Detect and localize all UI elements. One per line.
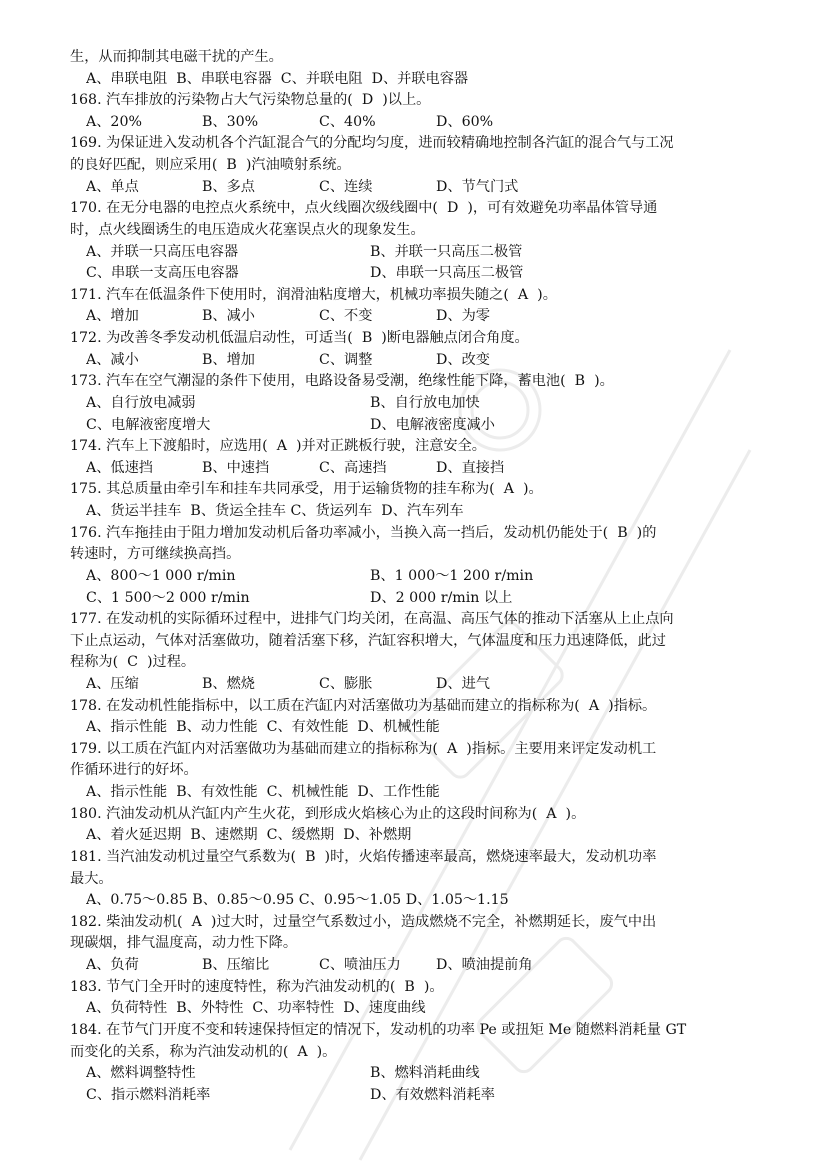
question-text-line: 175. 其总质量由牵引车和挂车共同承受，用于运输货物的挂车称为( A )。 <box>70 481 543 498</box>
question-text-line: 最大。 <box>70 870 113 887</box>
question-text-line: 下止点运动，气体对活塞做功，随着活塞下移，汽缸容积增大，气体温度和压力迅速降低，此过 <box>70 632 666 649</box>
option-item: A、低速挡 <box>86 459 153 476</box>
question-text-line: 184. 在节气门开度不变和转速保持恒定的情况下，发动机的功率 Pe 或扭矩 Me 随燃料消耗量 GT <box>70 1021 687 1038</box>
option-item: B、减小 <box>202 308 255 325</box>
question-text-line: 转速时，方可继续换高挡。 <box>70 546 241 563</box>
options-line <box>86 1063 801 1085</box>
question-text-line: 现碳烟，排气温度高，动力性下降。 <box>70 935 298 952</box>
option-item: A、自行放电减弱 <box>86 394 196 411</box>
options-line <box>86 717 801 739</box>
options-line <box>86 306 801 328</box>
option-item: D、直接挡 <box>436 459 505 476</box>
option-item: B、多点 <box>202 178 255 195</box>
options-line <box>86 588 801 610</box>
question-text-line: 169. 为保证进入发动机各个汽缸混合气的分配均匀度，进而较精确地控制各汽缸的混合气与工况 <box>70 135 674 152</box>
options-line <box>86 782 801 804</box>
option-item: B、压缩比 <box>202 957 270 974</box>
option-item: B、30% <box>202 113 259 130</box>
question-text-line: 177. 在发动机的实际循环过程中，进排气门均关闭，在高温、高压气体的推动下活塞从上止点向 <box>70 611 674 628</box>
option-item: B、增加 <box>202 351 255 368</box>
option-item: D、60% <box>436 113 494 130</box>
option-item: D、有效燃料消耗率 <box>370 1086 495 1103</box>
option-item: D、节气门式 <box>436 178 519 195</box>
option-item: B、1 000～1 200 r/min <box>370 567 534 584</box>
options-line <box>86 566 801 588</box>
option-item: A、负荷 <box>86 957 139 974</box>
option-item: A、并联一只高压电容器 <box>86 243 239 260</box>
question-text-line: 178. 在发动机性能指标中，以工质在汽缸内对活塞做功为基础而建立的指标称为( A )指标。 <box>70 697 657 714</box>
option-item: C、连续 <box>319 178 373 195</box>
question-text-line: 179. 以工质在汽缸内对活塞做功为基础而建立的指标称为( A )指标。主要用来评定发动机工 <box>70 740 657 757</box>
options-line <box>86 1085 801 1107</box>
option-item: B、燃烧 <box>202 675 255 692</box>
option-item: A、800～1 000 r/min <box>86 567 236 584</box>
options-line <box>86 69 801 91</box>
options-line <box>86 890 801 912</box>
option-item: A、货运半挂车 B、货运全挂车 C、货运列车 D、汽车列车 <box>86 503 464 520</box>
question-text-line: 168. 汽车排放的污染物占大气污染物总量的( D )以上。 <box>70 92 431 109</box>
option-item: A、指示性能 B、动力性能 C、有效性能 D、机械性能 <box>86 719 440 736</box>
options-line <box>86 825 801 847</box>
options-line <box>86 177 801 199</box>
option-item: D、进气 <box>436 675 490 692</box>
question-text-line: 181. 当汽油发动机过量空气系数为( B )时，火焰传播速率最高，燃烧速率最大，发动机功率 <box>70 848 657 865</box>
question-text-line: 170. 在无分电器的电控点火系统中，点火线圈次级线圈中( D )，可有效避免功率晶体管导通 <box>70 200 658 217</box>
option-item: B、自行放电加快 <box>370 394 480 411</box>
option-item: A、燃料调整特性 <box>86 1065 196 1082</box>
option-item: A、20% <box>86 113 142 130</box>
option-item: C、电解液密度增大 <box>86 416 211 433</box>
option-item: C、喷油压力 <box>319 957 401 974</box>
option-item: B、并联一只高压二极管 <box>370 243 523 260</box>
option-item: A、单点 <box>86 178 139 195</box>
option-item: C、调整 <box>319 351 373 368</box>
question-text-line: 作循环进行的好坏。 <box>70 762 198 779</box>
options-line <box>86 242 801 264</box>
option-item: C、40% <box>319 113 376 130</box>
options-line <box>86 674 801 696</box>
option-item: C、1 500～2 000 r/min <box>86 589 250 606</box>
question-text-line: 而变化的关系，称为汽油发动机的( A )。 <box>70 1043 337 1060</box>
question-text-line: 程称为( C )过程。 <box>70 654 196 671</box>
question-text-line: 生，从而抑制其电磁干扰的产生。 <box>70 49 283 65</box>
option-item: B、中速挡 <box>202 459 270 476</box>
option-item: D、串联一只高压二极管 <box>370 265 524 282</box>
question-text-line: 174. 汽车上下渡船时，应选用( A )并对正跳板行驶，注意安全。 <box>70 438 486 455</box>
options-line <box>86 998 801 1020</box>
options-line <box>86 955 801 977</box>
option-item: C、指示燃料消耗率 <box>86 1086 211 1103</box>
options-line <box>86 501 801 523</box>
options-line <box>86 458 801 480</box>
option-item: A、指示性能 B、有效性能 C、机械性能 D、工作性能 <box>86 784 440 801</box>
option-item: C、膨胀 <box>319 675 373 692</box>
options-line <box>86 393 801 415</box>
options-line <box>86 350 801 372</box>
question-text-line: 176. 汽车拖挂由于阻力增加发动机后备功率减小，当换入高一挡后，发动机仍能处于( B )的 <box>70 524 657 541</box>
option-item: D、喷油提前角 <box>436 957 533 974</box>
question-text-line: 时，点火线圈诱生的电压造成火花塞误点火的现象发生。 <box>70 221 425 238</box>
option-item: C、不变 <box>319 308 373 325</box>
question-text-line: 172. 为改善冬季发动机低温启动性，可适当( B )断电器触点闭合角度。 <box>70 330 529 347</box>
question-text-line: 180. 汽油发动机从汽缸内产生火花，到形成火焰核心为止的这段时间称为( A )。 <box>70 805 586 822</box>
option-item: A、串联电阻 B、串联电容器 C、并联电阻 D、并联电容器 <box>86 70 469 87</box>
option-item: D、2 000 r/min 以上 <box>370 589 513 606</box>
question-text-line: 的良好匹配，则应采用( B )汽油喷射系统。 <box>70 157 351 174</box>
option-item: B、燃料消耗曲线 <box>370 1065 480 1082</box>
option-item: C、串联一支高压电容器 <box>86 265 239 282</box>
option-item: A、负荷特性 B、外特性 C、功率特性 D、速度曲线 <box>86 1000 426 1017</box>
question-text-line: 182. 柴油发动机( A )过大时，过量空气系数过小，造成燃烧不完全，补燃期延长，废气中出 <box>70 913 657 930</box>
question-text-line: 183. 节气门全开时的速度特性，称为汽油发动机的( B )。 <box>70 978 444 995</box>
option-item: A、压缩 <box>86 675 139 692</box>
option-item: A、增加 <box>86 308 139 325</box>
options-line <box>86 112 801 134</box>
question-text-line: 173. 汽车在空气潮湿的条件下使用，电路设备易受潮，绝缘性能下降，蓄电池( B )。 <box>70 373 614 390</box>
option-item: D、电解液密度减小 <box>370 416 495 433</box>
option-item: A、着火延迟期 B、速燃期 C、缓燃期 D、补燃期 <box>86 827 412 844</box>
question-text-line: 171. 汽车在低温条件下使用时，润滑油粘度增大，机械功率损失随之( A )。 <box>70 286 557 303</box>
option-item: A、减小 <box>86 351 139 368</box>
option-item: D、改变 <box>436 351 490 368</box>
option-item: C、高速挡 <box>319 459 387 476</box>
options-line <box>86 415 801 437</box>
option-item: D、为零 <box>436 308 490 325</box>
options-line <box>86 263 801 285</box>
option-item: A、0.75～0.85 B、0.85～0.95 C、0.95～1.05 D、1.05～1.15 <box>86 892 509 909</box>
